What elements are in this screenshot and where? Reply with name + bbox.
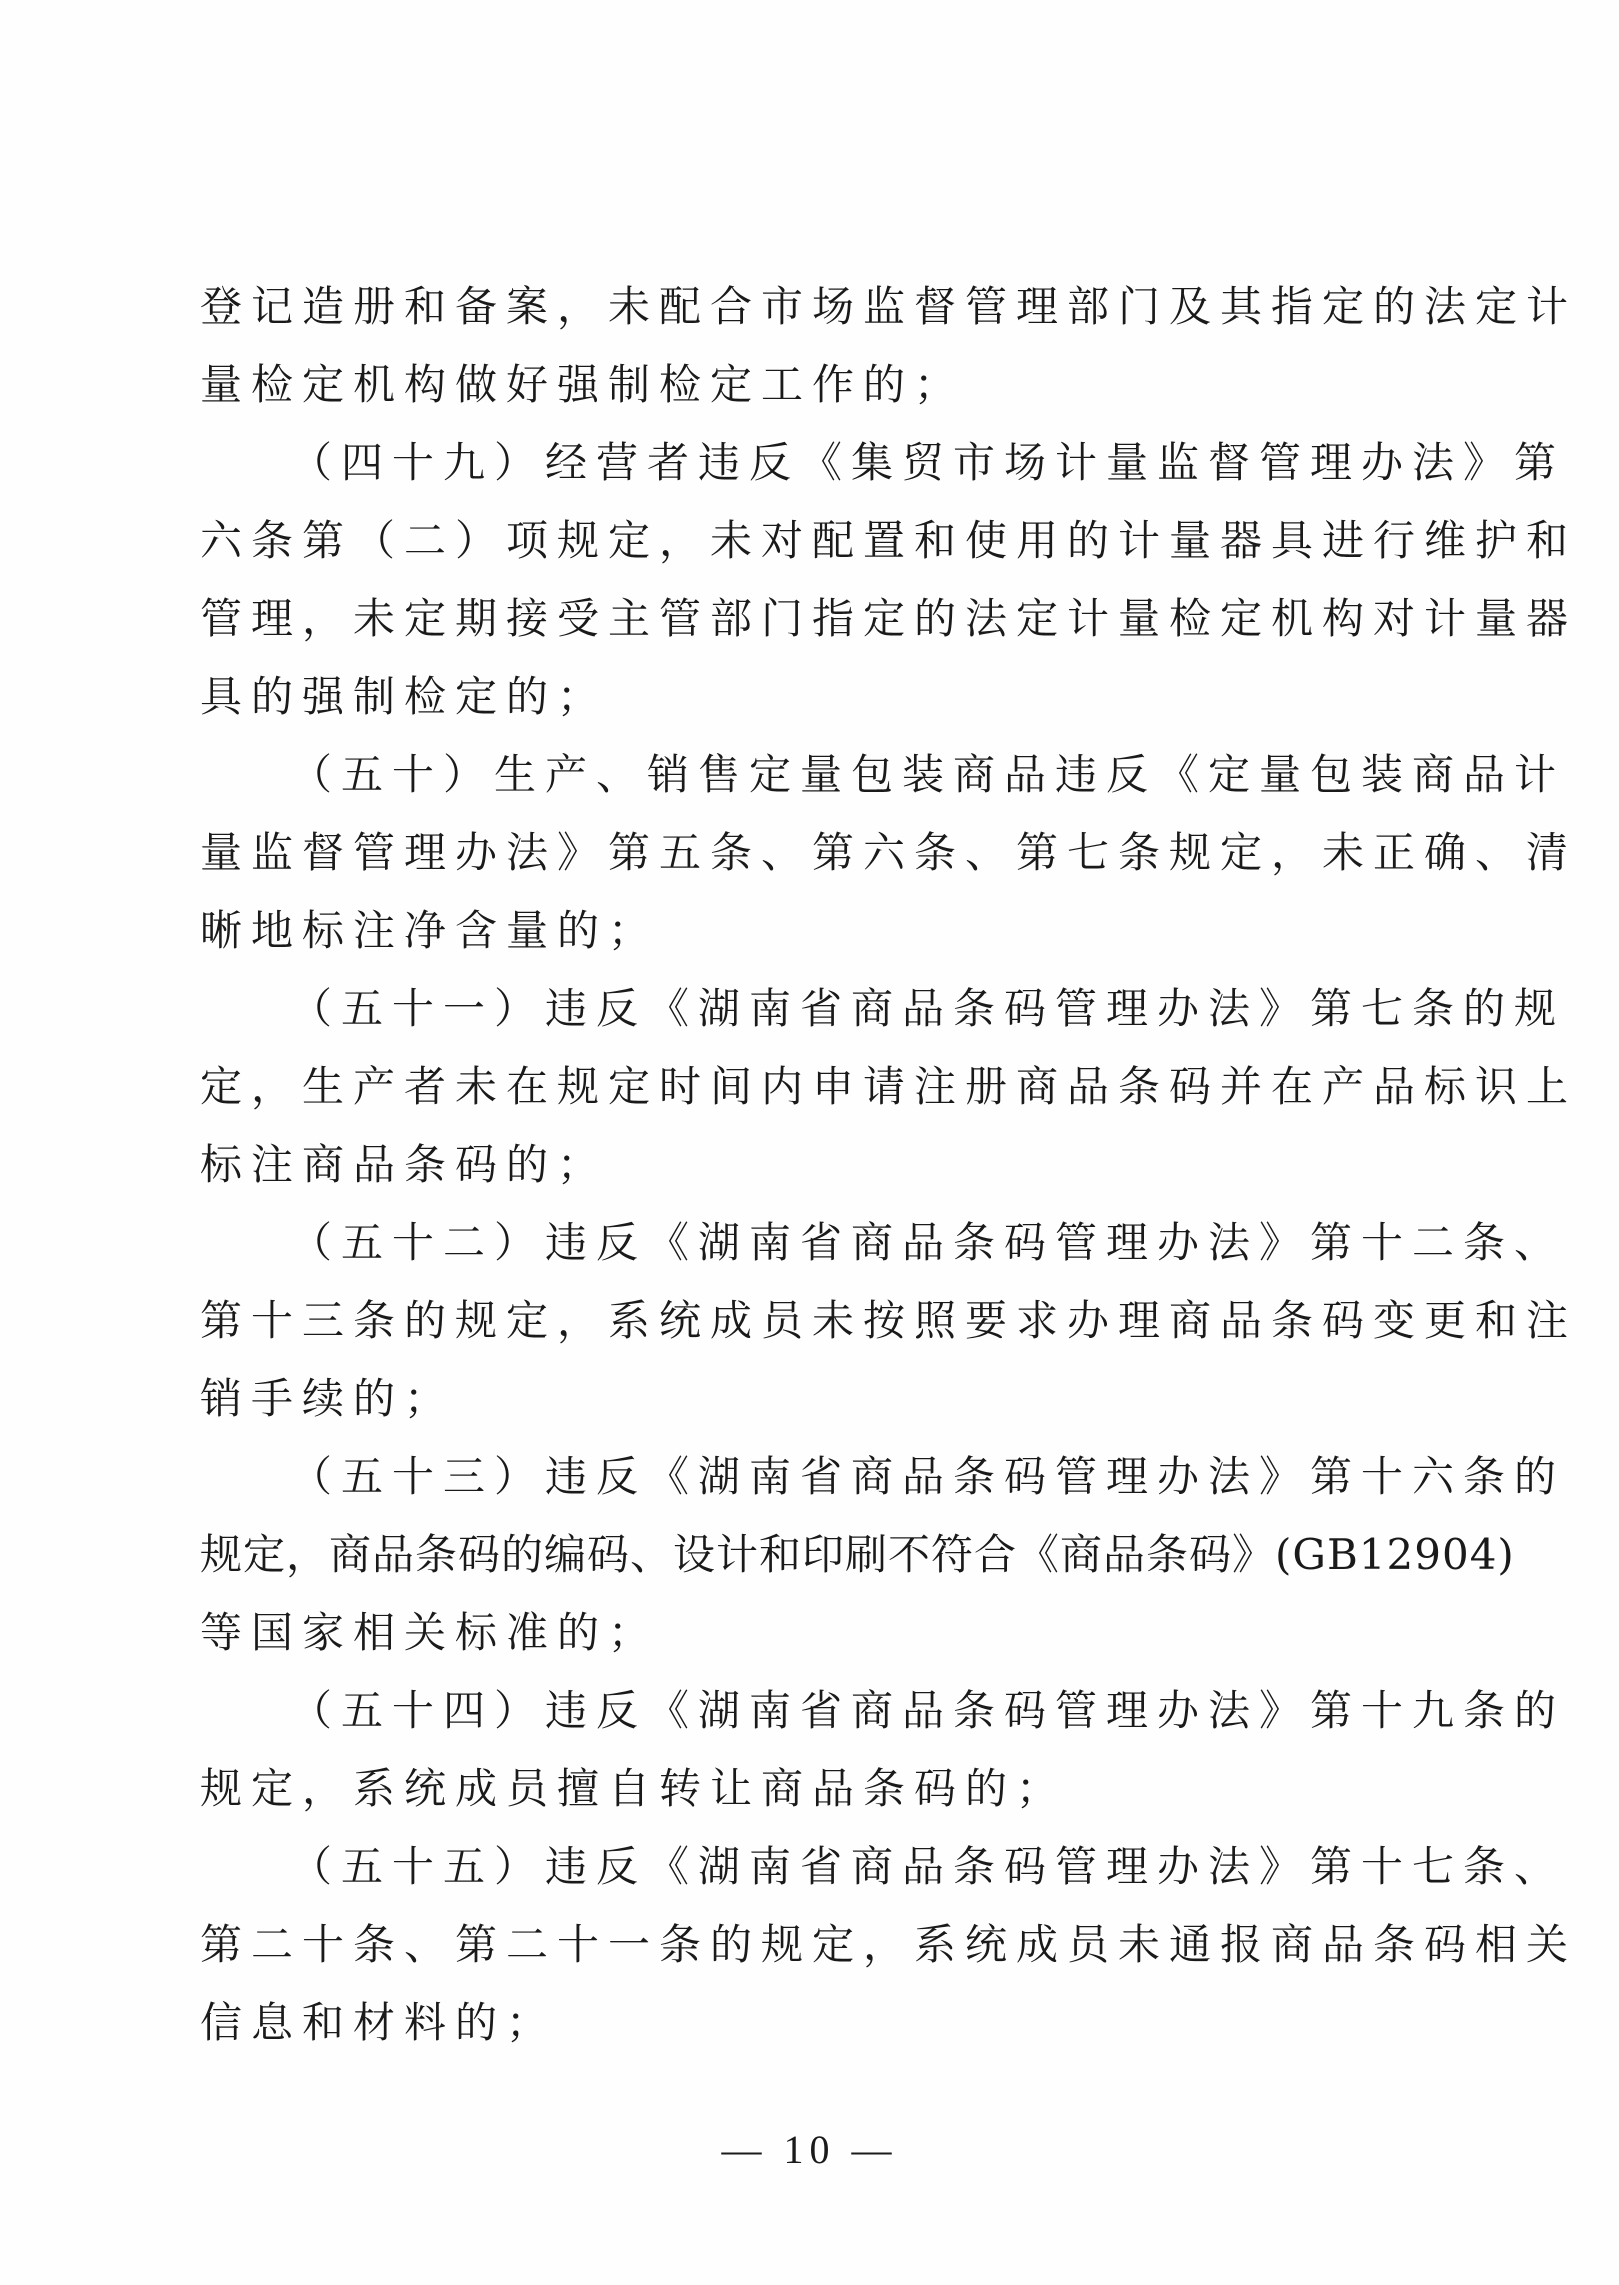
text-line: 管理，未定期接受主管部门指定的法定计量检定机构对计量器	[200, 594, 1578, 643]
document-body	[200, 268, 1578, 2062]
paragraph-start-49: （四十九）经营者违反《集贸市场计量监督管理办法》第	[290, 438, 1566, 487]
text-line: 晰地标注净含量的；	[200, 906, 660, 955]
page-number: — 10 —	[721, 2127, 898, 2172]
text-line: 销手续的；	[200, 1374, 456, 1423]
text-line: 标注商品条码的；	[200, 1140, 609, 1189]
text-line: 定，生产者未在规定时间内申请注册商品条码并在产品标识上	[200, 1062, 1578, 1111]
paragraph-start-51: （五十一）违反《湖南省商品条码管理办法》第七条的规	[290, 984, 1566, 1033]
text-line: 规定，系统成员擅自转让商品条码的；	[200, 1764, 1068, 1813]
text-line: 量检定机构做好强制检定工作的；	[200, 360, 966, 409]
paragraph-start-52: （五十二）违反《湖南省商品条码管理办法》第十二条、	[290, 1218, 1566, 1267]
text-line: 六条第（二）项规定，未对配置和使用的计量器具进行维护和	[200, 516, 1578, 565]
text-line: 第十三条的规定，系统成员未按照要求办理商品条码变更和注	[200, 1296, 1578, 1345]
paragraph-start-50: （五十）生产、销售定量包装商品违反《定量包装商品计	[290, 750, 1566, 799]
text-line: 等国家相关标准的；	[200, 1608, 660, 1657]
text-line: 登记造册和备案，未配合市场监督管理部门及其指定的法定计	[200, 282, 1578, 331]
paragraph-start-55: （五十五）违反《湖南省商品条码管理办法》第十七条、	[290, 1842, 1566, 1891]
text-line: 量监督管理办法》第五条、第六条、第七条规定，未正确、清	[200, 828, 1578, 877]
paragraph-start-53: （五十三）违反《湖南省商品条码管理办法》第十六条的	[290, 1452, 1566, 1501]
text-line: 具的强制检定的；	[200, 672, 609, 721]
text-line: 信息和材料的；	[200, 1998, 558, 2047]
text-line: 规定，商品条码的编码、设计和印刷不符合《商品条码》(GB12904)	[200, 1530, 1515, 1579]
paragraph-start-54: （五十四）违反《湖南省商品条码管理办法》第十九条的	[290, 1686, 1566, 1735]
text-line: 第二十条、第二十一条的规定，系统成员未通报商品条码相关	[200, 1920, 1578, 1969]
